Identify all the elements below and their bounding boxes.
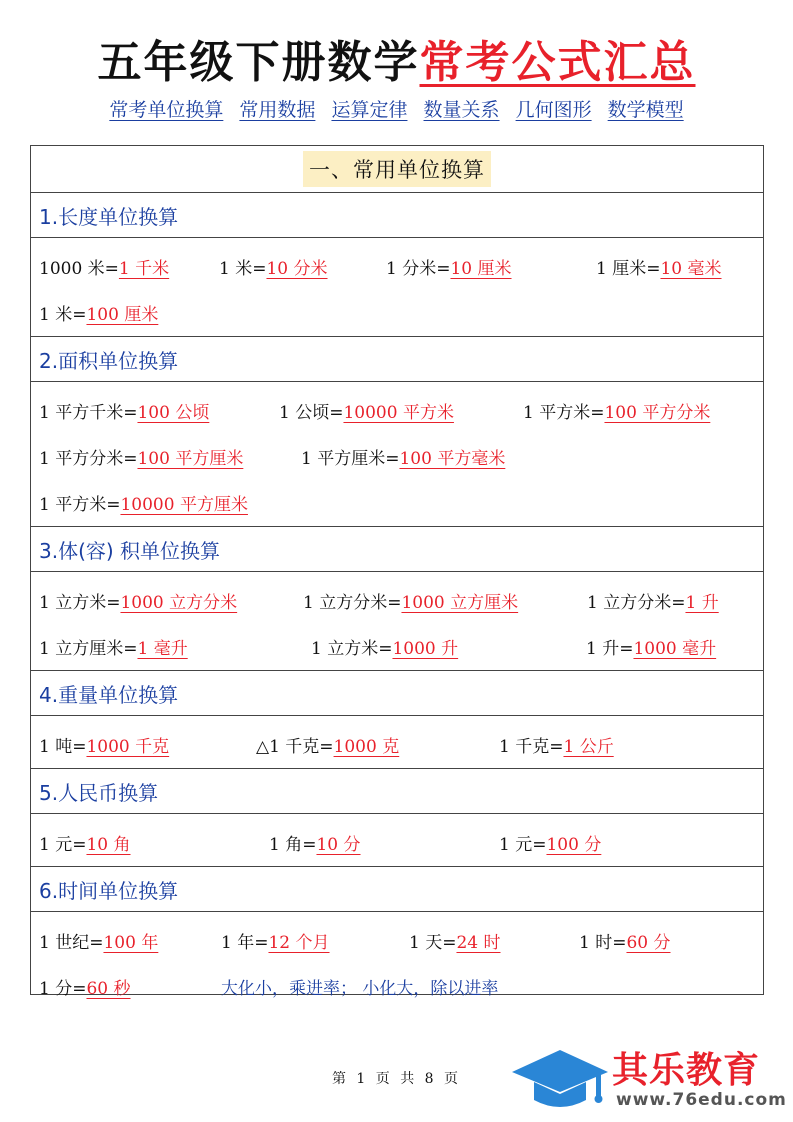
conversion-question: 1 千克=: [499, 737, 564, 757]
conversion-question: 1 厘米=: [596, 259, 661, 279]
conversion-item: [409, 928, 501, 953]
conversion-row: [31, 242, 763, 288]
section-body: [31, 912, 763, 1010]
brand-name: 其乐教育: [612, 1050, 761, 1091]
conversion-answer: 24 时: [456, 933, 501, 953]
conversion-answer: 100 分: [546, 835, 602, 855]
brand-url: www.76edu.com: [616, 1090, 787, 1110]
conversion-answer: 1000 立方分米: [120, 593, 238, 613]
table-heading-text: 一、常用单位换算: [303, 151, 491, 187]
page-title: [0, 34, 793, 92]
conversion-answer: 1 升: [685, 593, 719, 613]
conversion-item: [39, 444, 243, 469]
conversion-question: △1 千克=: [256, 737, 334, 757]
conversion-row: [31, 288, 763, 334]
conversion-question: 1 立方米=: [311, 639, 393, 659]
conversion-question: 1 时=: [579, 933, 627, 953]
nav-link-math-models[interactable]: 数学模型: [607, 99, 684, 121]
conversion-answer: 100 公顷: [137, 403, 210, 423]
conversion-item: [386, 254, 512, 279]
conversion-question: 1 分=: [39, 979, 87, 999]
conversion-item: [39, 398, 209, 423]
conversion-question: 1 世纪=: [39, 933, 104, 953]
conversion-question: 1 分米=: [386, 259, 451, 279]
conversion-question: 1 天=: [409, 933, 457, 953]
conversion-item: [219, 254, 328, 279]
conversion-item: [39, 732, 169, 757]
conversion-item: [279, 398, 454, 423]
conversion-item: [269, 830, 361, 855]
conversion-answer: 1000 立方厘米: [401, 593, 519, 613]
conversion-question: 1 元=: [499, 835, 547, 855]
nav-link-quantity-relations[interactable]: 数量关系: [423, 99, 500, 121]
conversion-answer: 1 公斤: [563, 737, 614, 757]
conversion-question: 1 平方分米=: [39, 449, 138, 469]
conversion-answer: 100 平方厘米: [137, 449, 244, 469]
section-title: 2.面积单位换算: [31, 337, 763, 382]
conversion-answer: 1000 克: [333, 737, 400, 757]
unit-conversion-table: [30, 145, 764, 999]
table-heading: [31, 146, 763, 193]
section-body: [31, 814, 763, 867]
conversion-answer: 60 秒: [86, 979, 131, 999]
page-title-part1: 五年级下册数学: [97, 37, 420, 88]
conversion-answer: 10000 平方米: [343, 403, 454, 423]
conversion-item: [221, 928, 330, 953]
section-title: 5.人民币换算: [31, 769, 763, 814]
conversion-answer: 12 个月: [268, 933, 330, 953]
conversion-question: 1 立方分米=: [587, 593, 686, 613]
sections-container: [31, 193, 763, 1010]
nav-link-common-data[interactable]: 常用数据: [239, 99, 316, 121]
conversion-item: [499, 732, 614, 757]
conversion-item: [39, 634, 188, 659]
conversion-question: 1 年=: [221, 933, 269, 953]
conversion-answer: 10 毫米: [660, 259, 722, 279]
conversion-item: [256, 732, 399, 757]
conversion-item: [301, 444, 505, 469]
conversion-item: [39, 254, 169, 279]
conversion-row: [31, 386, 763, 432]
conversion-item: [39, 830, 131, 855]
conversion-item: [587, 588, 719, 613]
conversion-question: 1 元=: [39, 835, 87, 855]
section-body: [31, 572, 763, 671]
conversion-question: 1 立方分米=: [303, 593, 402, 613]
nav-link-geometry[interactable]: 几何图形: [515, 99, 592, 121]
conversion-item: [523, 398, 710, 423]
conversion-answer: 100 厘米: [86, 305, 159, 325]
conversion-answer: 1 千米: [118, 259, 170, 279]
conversion-question: 1 角=: [269, 835, 317, 855]
conversion-item: [596, 254, 722, 279]
conversion-question: 1 升=: [586, 639, 634, 659]
conversion-answer: 1000 千克: [86, 737, 170, 757]
conversion-question: 1 吨=: [39, 737, 87, 757]
conversion-question: 1 平方厘米=: [301, 449, 400, 469]
conversion-item: [39, 974, 131, 999]
conversion-answer: 1000 毫升: [633, 639, 717, 659]
section-body: [31, 382, 763, 527]
conversion-item: [39, 490, 248, 515]
conversion-question: 1000 米=: [39, 259, 119, 279]
conversion-row: [31, 720, 763, 766]
conversion-answer: 10 角: [86, 835, 131, 855]
conversion-answer: 10 分米: [266, 259, 328, 279]
conversion-question: 1 立方厘米=: [39, 639, 138, 659]
conversion-answer: 1 毫升: [137, 639, 188, 659]
conversion-answer: 100 平方分米: [604, 403, 711, 423]
conversion-item: [39, 928, 158, 953]
conversion-answer: 1000 升: [392, 639, 459, 659]
conversion-row: [31, 576, 763, 622]
conversion-row: [31, 478, 763, 524]
conversion-answer: 10 厘米: [450, 259, 512, 279]
section-title: 3.体(容) 积单位换算: [31, 527, 763, 572]
conversion-item: [303, 588, 518, 613]
page-footer: 第 1 页 共 8 页: [331, 1071, 462, 1087]
nav-link-unit-conversion[interactable]: 常考单位换算: [109, 99, 224, 121]
conversion-question: 1 平方米=: [39, 495, 121, 515]
conversion-item: [586, 634, 716, 659]
conversion-row: [31, 962, 763, 1008]
conversion-rule-note: 大化小，乘进率； 小化大，除以进率: [221, 979, 499, 999]
section-title: 6.时间单位换算: [31, 867, 763, 912]
section-title: 4.重量单位换算: [31, 671, 763, 716]
conversion-answer: 10 分: [316, 835, 361, 855]
conversion-row: [31, 916, 763, 962]
topic-nav: [0, 96, 793, 124]
conversion-question: 1 立方米=: [39, 593, 121, 613]
conversion-item: [311, 634, 458, 659]
page-title-part2: 常考公式汇总: [419, 37, 696, 88]
conversion-item: [499, 830, 601, 855]
conversion-row: [31, 432, 763, 478]
conversion-answer: 100 平方毫米: [399, 449, 506, 469]
conversion-question: 1 平方米=: [523, 403, 605, 423]
conversion-item: [39, 300, 158, 325]
section-body: [31, 238, 763, 337]
nav-link-operation-laws[interactable]: 运算定律: [331, 99, 408, 121]
conversion-row: [31, 818, 763, 864]
conversion-question: 1 米=: [39, 305, 87, 325]
conversion-row: [31, 622, 763, 668]
conversion-question: 1 平方千米=: [39, 403, 138, 423]
conversion-item: [579, 928, 671, 953]
conversion-question: 1 米=: [219, 259, 267, 279]
conversion-answer: 10000 平方厘米: [120, 495, 248, 515]
conversion-answer: 100 年: [103, 933, 159, 953]
conversion-answer: 60 分: [626, 933, 671, 953]
section-title: 1.长度单位换算: [31, 193, 763, 238]
section-body: [31, 716, 763, 769]
conversion-question: 1 公顷=: [279, 403, 344, 423]
conversion-item: [39, 588, 237, 613]
